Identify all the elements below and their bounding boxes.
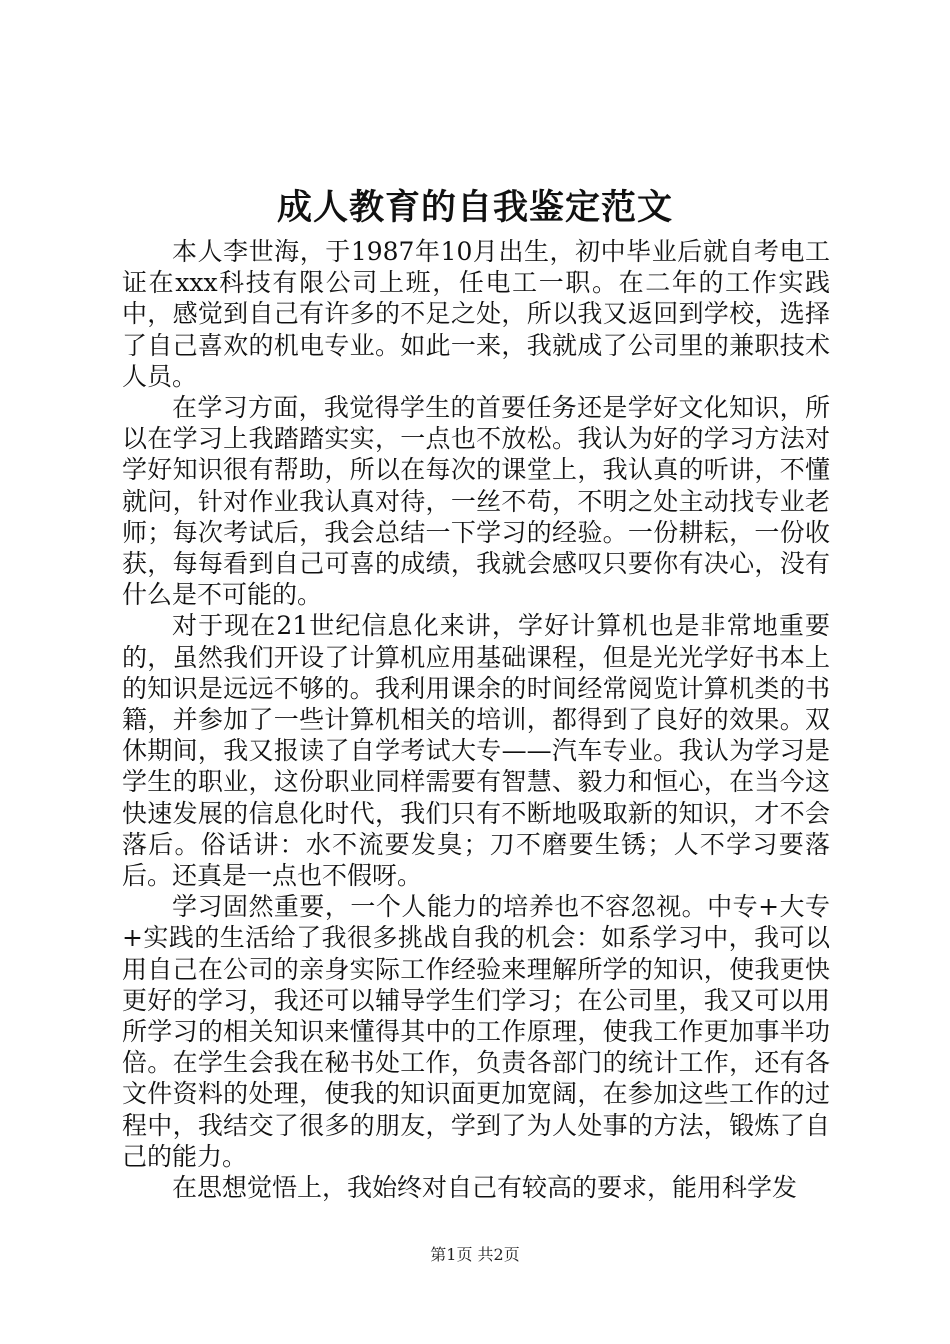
paragraph-ability: 学习固然重要，一个人能力的培养也不容忽视。中专+大专+实践的生活给了我很多挑战自我的机会：如系学习中，我可以用自己在公司的亲身实际工作经验来理解所学的知识，使我更快更好的学习，我还可以辅导学生们学习；在公司里，我又可以用所学习的相关知识来懂得其中的工作原理，使我工作更加事半功倍。在学生会我在秘书处工作，负责各部门的统计工作，还有各文件资料的处理，使我的知识面更加宽阔，在参加这些工作的过程中，我结交了很多的朋友，学到了为人处事的方法，锻炼了自己的能力。 — [122, 892, 830, 1171]
paragraph-thought: 在思想觉悟上，我始终对自己有较高的要求，能用科学发 — [172, 1173, 798, 1203]
paragraph-intro: 本人李世海，于1987年10月出生，初中毕业后就自考电工证在xxx科技有限公司上班，任电工一职。在二年的工作实践中，感觉到自己有许多的不足之处，所以我又返回到学校，选择了自己喜欢的机电专业。如此一来，我就成了公司里的兼职技术人员。 — [122, 237, 830, 391]
document-title: 成人教育的自我鉴定范文 — [276, 187, 673, 228]
paragraph-study: 在学习方面，我觉得学生的首要任务还是学好文化知识，所以在学习上我踏踏实实，一点也不放松。我认为好的学习方法对学好知识很有帮助，所以在每次的课堂上，我认真的听讲，不懂就问，针对作业我认真对待，一丝不苟，不明之处主动找专业老师；每次考试后，我会总结一下学习的经验。一份耕耘，一份收获，每每看到自己可喜的成绩，我就会感叹只要你有决心，没有什么是不可能的。 — [122, 393, 830, 610]
page-footer: 第1页 共2页 — [430, 1245, 520, 1264]
document-body — [122, 236, 830, 1203]
paragraph-computer: 对于现在21世纪信息化来讲，学好计算机也是非常地重要的，虽然我们开设了计算机应用基础课程，但是光光学好书本上的知识是远远不够的。我利用课余的时间经常阅览计算机类的书籍，并参加了一些计算机相关的培训，都得到了良好的效果。双休期间，我又报读了自学考试大专——汽车专业。我认为学习是学生的职业，这份职业同样需要有智慧、毅力和恒心，在当今这快速发展的信息化时代，我们只有不断地吸取新的知识，才不会落后。俗话讲：水不流要发臭；刀不磨要生锈；人不学习要落后。还真是一点也不假呀。 — [122, 611, 830, 891]
